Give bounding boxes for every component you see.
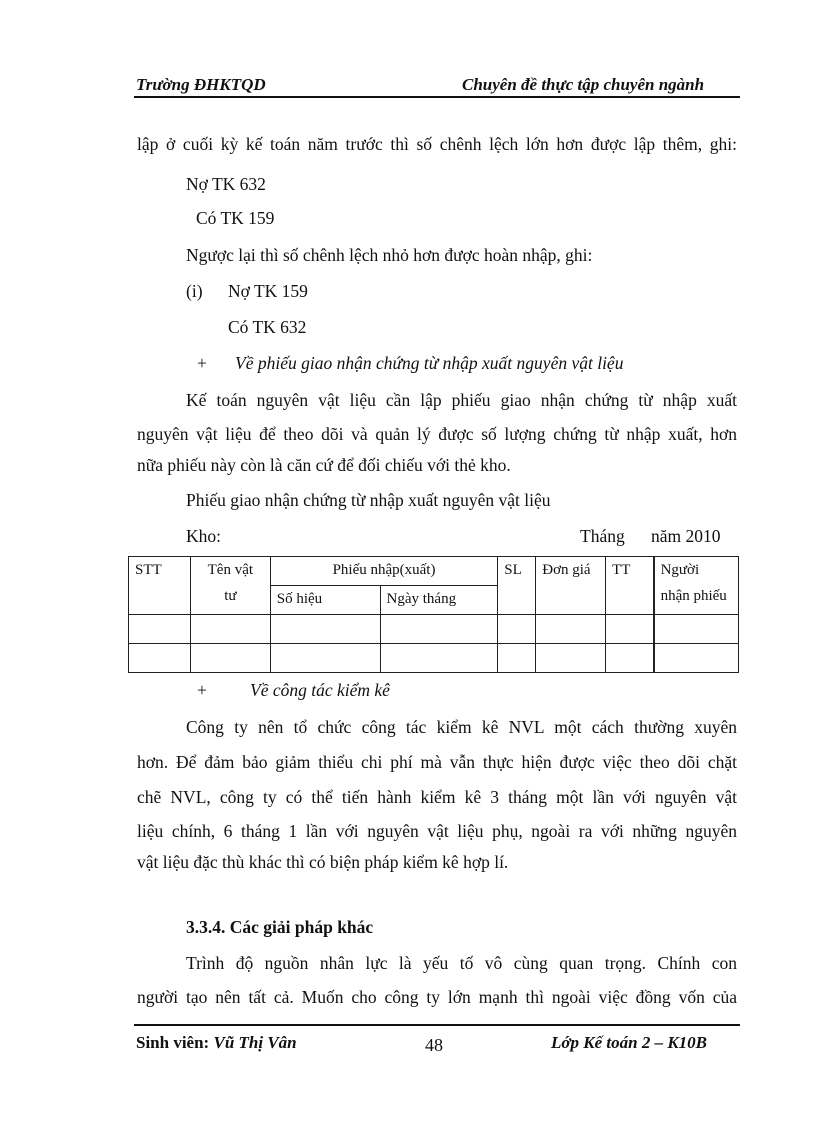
header-rule bbox=[134, 96, 740, 98]
page-number: 48 bbox=[425, 1035, 443, 1055]
paragraph-line: nữa phiếu này còn là căn cứ để đối chiếu với thẻ kho. bbox=[137, 455, 511, 475]
footer-class: Lớp Kế toán 2 – K10B bbox=[551, 1033, 707, 1052]
paragraph-line: nguyên vật liệu để theo dõi và quản lý được số lượng chứng từ nhập xuất, hơn bbox=[137, 424, 737, 444]
header-title: Chuyên đề thực tập chuyên ngành bbox=[462, 75, 705, 94]
col-don-gia: Đơn giá bbox=[536, 557, 606, 615]
entry-credit-632: Có TK 632 bbox=[228, 317, 307, 337]
bullet: + bbox=[197, 680, 207, 700]
paragraph-line: Kế toán nguyên vật liệu cần lập phiếu giao nhận chứng từ nhập xuất bbox=[186, 390, 737, 410]
col-nguoi-nhan: Người nhận phiếu bbox=[654, 557, 739, 615]
student-label: Sinh viên: bbox=[136, 1033, 210, 1052]
paragraph-line: hơn. Để đảm bảo giảm thiểu chi phí mà vẫn thực hiện được việc theo dõi chặt bbox=[137, 752, 737, 772]
form-title: Phiếu giao nhận chứng từ nhập xuất nguyên vật liệu bbox=[186, 490, 551, 510]
col-tt: TT bbox=[606, 557, 654, 615]
body-line: lập ở cuối kỳ kế toán năm trước thì số chênh lệch lớn hơn được lập thêm, ghi: bbox=[137, 134, 737, 154]
nam-label: năm 2010 bbox=[651, 526, 721, 546]
paragraph-line: Công ty nên tổ chức công tác kiểm kê NVL một cách thường xuyên bbox=[186, 717, 737, 737]
col-phieu-nhap-xuat: Phiếu nhập(xuất) bbox=[270, 557, 498, 586]
entry-credit-159: Có TK 159 bbox=[196, 208, 275, 228]
list-marker: (i) bbox=[186, 281, 203, 301]
student-name: Vũ Thị Vân bbox=[213, 1033, 297, 1052]
paragraph-line: người tạo nên tất cả. Muốn cho công ty lớn mạnh thì ngoài việc đồng vốn của bbox=[137, 987, 737, 1007]
col-ten-vat-tu: Tên vật tư bbox=[190, 557, 270, 615]
entry-debit-159: Nợ TK 159 bbox=[228, 281, 308, 301]
delivery-form-table bbox=[128, 556, 739, 673]
footer-student bbox=[136, 1033, 297, 1053]
body-line: Ngược lại thì số chênh lệch nhỏ hơn được hoàn nhập, ghi: bbox=[186, 245, 593, 265]
table-row bbox=[129, 644, 739, 673]
bullet: + bbox=[197, 353, 207, 373]
table-row bbox=[129, 615, 739, 644]
col-ngay-thang: Ngày tháng bbox=[380, 586, 498, 615]
paragraph-line: chẽ NVL, công ty có thể tiến hành kiểm kê 3 tháng một lần với nguyên vật bbox=[137, 787, 737, 807]
section-title: Về phiếu giao nhận chứng từ nhập xuất nguyên vật liệu bbox=[235, 353, 624, 373]
section-heading: 3.3.4. Các giải pháp khác bbox=[186, 917, 374, 937]
paragraph-line: vật liệu đặc thù khác thì có biện pháp kiểm kê hợp lí. bbox=[137, 852, 509, 872]
paragraph-line: Trình độ nguồn nhân lực là yếu tố vô cùng quan trọng. Chính con bbox=[186, 953, 737, 973]
kho-label: Kho: bbox=[186, 526, 221, 546]
col-sl: SL bbox=[498, 557, 536, 615]
thang-label: Tháng bbox=[580, 526, 625, 546]
section-title: Về công tác kiểm kê bbox=[250, 680, 390, 700]
col-so-hieu: Số hiệu bbox=[270, 586, 380, 615]
paragraph-line: liệu chính, 6 tháng 1 lần với nguyên vật liệu phụ, ngoài ra với những nguyên bbox=[137, 821, 737, 841]
footer-rule bbox=[134, 1024, 740, 1026]
header-school: Trường ĐHKTQD bbox=[136, 75, 266, 94]
entry-debit-632: Nợ TK 632 bbox=[186, 174, 266, 194]
col-stt: STT bbox=[129, 557, 191, 615]
